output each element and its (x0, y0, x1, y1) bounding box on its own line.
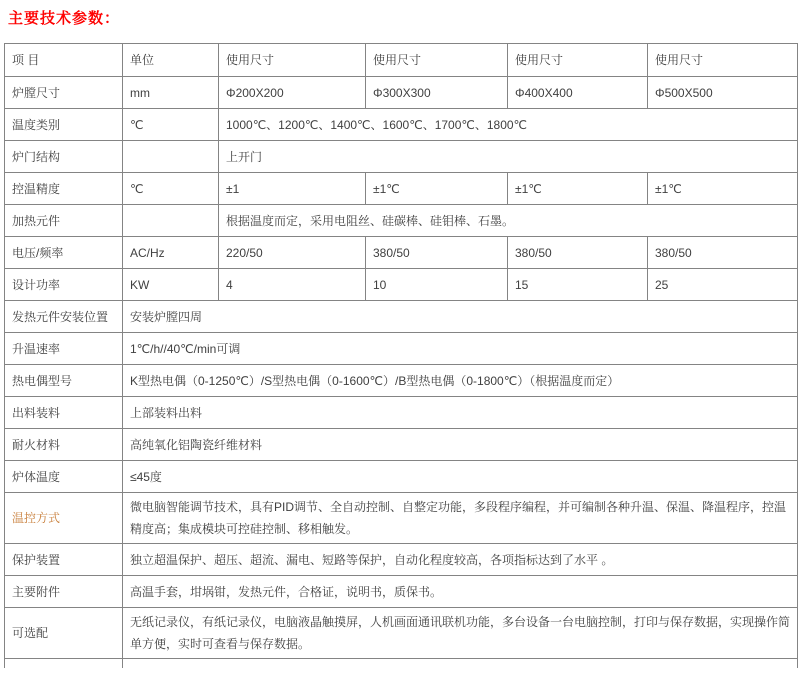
row-label: 电压/频率 (5, 237, 123, 269)
row-value: 1000℃、1200℃、1400℃、1600℃、1700℃、1800℃ (219, 109, 798, 141)
row-value: 380/50 (648, 237, 798, 269)
table-row (5, 301, 798, 333)
row-label: 炉膛尺寸 (5, 77, 123, 109)
row-label: 发热元件安装位置 (5, 301, 123, 333)
page-title: 主要技术参数： (8, 10, 121, 27)
table-row (5, 237, 798, 269)
row-value: 220/50 (219, 237, 366, 269)
row-value: ±1℃ (508, 173, 648, 205)
row-label: 控温精度 (5, 173, 123, 205)
table-row (5, 461, 798, 493)
row-value: KW (123, 269, 219, 301)
row-value (123, 659, 798, 668)
row-label: 温控方式 (5, 493, 123, 544)
row-value: 25 (648, 269, 798, 301)
row-value: 380/50 (366, 237, 508, 269)
row-value: Φ500X500 (648, 77, 798, 109)
row-label: 耐火材料 (5, 429, 123, 461)
row-value: Φ400X400 (508, 77, 648, 109)
row-value: 根据温度而定，采用电阻丝、硅碳棒、硅钼棒、石墨。 (219, 205, 798, 237)
row-label: 保护装置 (5, 544, 123, 576)
table-row (5, 608, 798, 659)
table-row (5, 141, 798, 173)
table-row (5, 173, 798, 205)
table-header-row (5, 44, 798, 77)
row-label: 炉体温度 (5, 461, 123, 493)
table-row (5, 333, 798, 365)
column-header-size-1: 使用尺寸 (219, 44, 366, 77)
row-label: 炉门结构 (5, 141, 123, 173)
row-value: ±1℃ (648, 173, 798, 205)
row-value: 10 (366, 269, 508, 301)
row-value: ℃ (123, 109, 219, 141)
row-value: mm (123, 77, 219, 109)
row-value: 4 (219, 269, 366, 301)
row-value: AC/Hz (123, 237, 219, 269)
spec-table (4, 43, 798, 668)
row-label: 可选配 (5, 608, 123, 659)
table-row (5, 544, 798, 576)
row-value (123, 205, 219, 237)
table-row (5, 659, 798, 668)
row-label: 升温速率 (5, 333, 123, 365)
row-value (123, 141, 219, 173)
row-value: 高温手套，坩埚钳，发热元件，合格证，说明书，质保书。 (123, 576, 798, 608)
row-value: 安装炉膛四周 (123, 301, 798, 333)
column-header-item: 项 目 (5, 44, 123, 77)
row-value: ±1℃ (366, 173, 508, 205)
row-value: 380/50 (508, 237, 648, 269)
table-row (5, 493, 798, 544)
column-header-size-4: 使用尺寸 (648, 44, 798, 77)
row-label: 出料装料 (5, 397, 123, 429)
row-label: 加热元件 (5, 205, 123, 237)
row-value: ≤45度 (123, 461, 798, 493)
row-value: Φ300X300 (366, 77, 508, 109)
row-value: 1℃/h//40℃/min可调 (123, 333, 798, 365)
row-label: 主要附件 (5, 576, 123, 608)
table-row (5, 429, 798, 461)
row-value: 无纸记录仪，有纸记录仪，电脑液晶触摸屏，人机画面通讯联机功能，多台设备一台电脑控制，打印与保存数据，实现操作简单方便，实时可查看与保存数据。 (123, 608, 798, 659)
row-value: K型热电偶（0-1250℃）/S型热电偶（0-1600℃）/B型热电偶（0-1800℃）（根据温度而定） (123, 365, 798, 397)
row-value: ℃ (123, 173, 219, 205)
row-label (5, 659, 123, 668)
row-value: 上开门 (219, 141, 798, 173)
row-value: 上部装料出料 (123, 397, 798, 429)
table-row (5, 365, 798, 397)
table-row (5, 109, 798, 141)
column-header-size-3: 使用尺寸 (508, 44, 648, 77)
row-label: 设计功率 (5, 269, 123, 301)
row-value: Φ200X200 (219, 77, 366, 109)
spec-table-body (5, 77, 798, 668)
row-value: 独立超温保护、超压、超流、漏电、短路等保护，自动化程度较高，各项指标达到了水平 。 (123, 544, 798, 576)
column-header-size-2: 使用尺寸 (366, 44, 508, 77)
row-label: 热电偶型号 (5, 365, 123, 397)
row-value: 高纯氧化铝陶瓷纤维材料 (123, 429, 798, 461)
table-row (5, 269, 798, 301)
row-value: 15 (508, 269, 648, 301)
table-row (5, 77, 798, 109)
table-row (5, 205, 798, 237)
table-row (5, 397, 798, 429)
row-label: 温度类别 (5, 109, 123, 141)
table-row (5, 576, 798, 608)
row-value: 微电脑智能调节技术，具有PID调节、全自动控制、自整定功能，多段程序编程，并可编制各种升温、保温、降温程序，控温精度高；集成模块可控硅控制、移相触发。 (123, 493, 798, 544)
column-header-unit: 单位 (123, 44, 219, 77)
row-value: ±1 (219, 173, 366, 205)
